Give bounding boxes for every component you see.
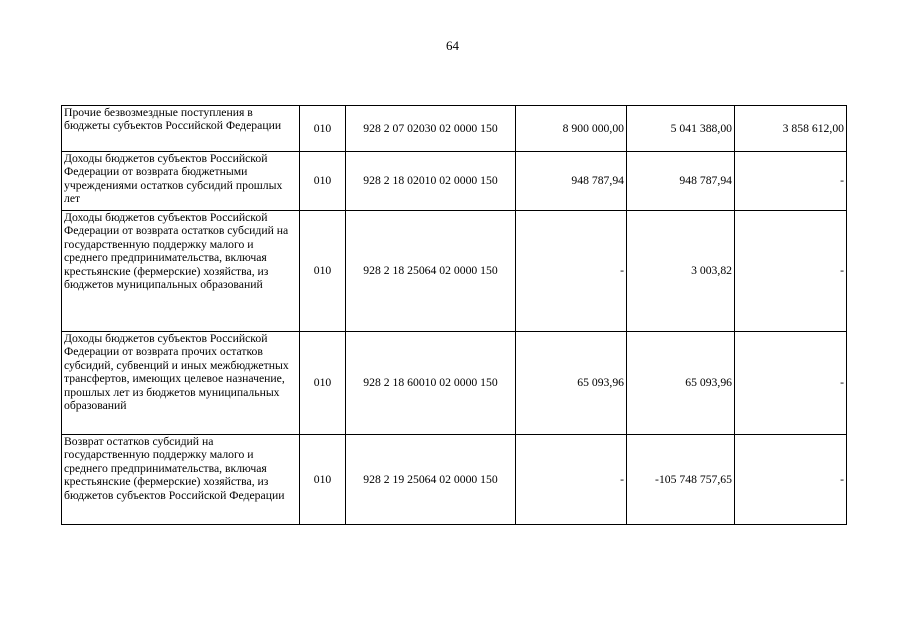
budget-class-code-cell: 928 2 18 02010 02 0000 150: [346, 152, 516, 211]
unexecuted-amount-cell: 3 858 612,00: [735, 106, 847, 152]
executed-amount-cell: 3 003,82: [627, 211, 735, 332]
unexecuted-amount-cell: -: [735, 152, 847, 211]
table-row: [62, 152, 847, 211]
approved-amount-cell: 65 093,96: [516, 332, 627, 435]
approved-amount-cell: 948 787,94: [516, 152, 627, 211]
line-code-cell: 010: [300, 152, 346, 211]
unexecuted-amount-cell: -: [735, 332, 847, 435]
line-code-cell: 010: [300, 106, 346, 152]
income-name-cell: Доходы бюджетов субъектов Российской Федерации от возврата прочих остатков субсидий, субвенций и иных межбюджетных трансфертов, имеющих целевое назначение, прошлых лет из бюджетов муниципальных образований: [62, 332, 300, 435]
budget-class-code-cell: 928 2 18 60010 02 0000 150: [346, 332, 516, 435]
income-name-cell: Доходы бюджетов субъектов Российской Федерации от возврата бюджетными учреждениями остатков субсидий прошлых лет: [62, 152, 300, 211]
approved-amount-cell: -: [516, 211, 627, 332]
budget-class-code-cell: 928 2 07 02030 02 0000 150: [346, 106, 516, 152]
line-code-cell: 010: [300, 332, 346, 435]
line-code-cell: 010: [300, 435, 346, 525]
budget-class-code-cell: 928 2 18 25064 02 0000 150: [346, 211, 516, 332]
approved-amount-cell: -: [516, 435, 627, 525]
table-row: [62, 106, 847, 152]
budget-class-code-cell: 928 2 19 25064 02 0000 150: [346, 435, 516, 525]
line-code-cell: 010: [300, 211, 346, 332]
executed-amount-cell: 5 041 388,00: [627, 106, 735, 152]
income-name-cell: Прочие безвозмездные поступления в бюджеты субъектов Российской Федерации: [62, 106, 300, 152]
table-row: [62, 211, 847, 332]
income-name-cell: Возврат остатков субсидий на государственную поддержку малого и среднего предпринимательства, включая крестьянские (фермерские) хозяйства, из бюджетов субъектов Российской Федерации: [62, 435, 300, 525]
executed-amount-cell: 948 787,94: [627, 152, 735, 211]
executed-amount-cell: 65 093,96: [627, 332, 735, 435]
page-number: 64: [446, 38, 459, 53]
executed-amount-cell: -105 748 757,65: [627, 435, 735, 525]
table-row: [62, 332, 847, 435]
table-row: [62, 435, 847, 525]
unexecuted-amount-cell: -: [735, 435, 847, 525]
income-name-cell: Доходы бюджетов субъектов Российской Федерации от возврата остатков субсидий на государственную поддержку малого и среднего предпринимательства, включая крестьянские (фермерские) хозяйства, из бюджетов муниципальных образований: [62, 211, 300, 332]
approved-amount-cell: 8 900 000,00: [516, 106, 627, 152]
unexecuted-amount-cell: -: [735, 211, 847, 332]
revenue-table: [61, 105, 847, 525]
